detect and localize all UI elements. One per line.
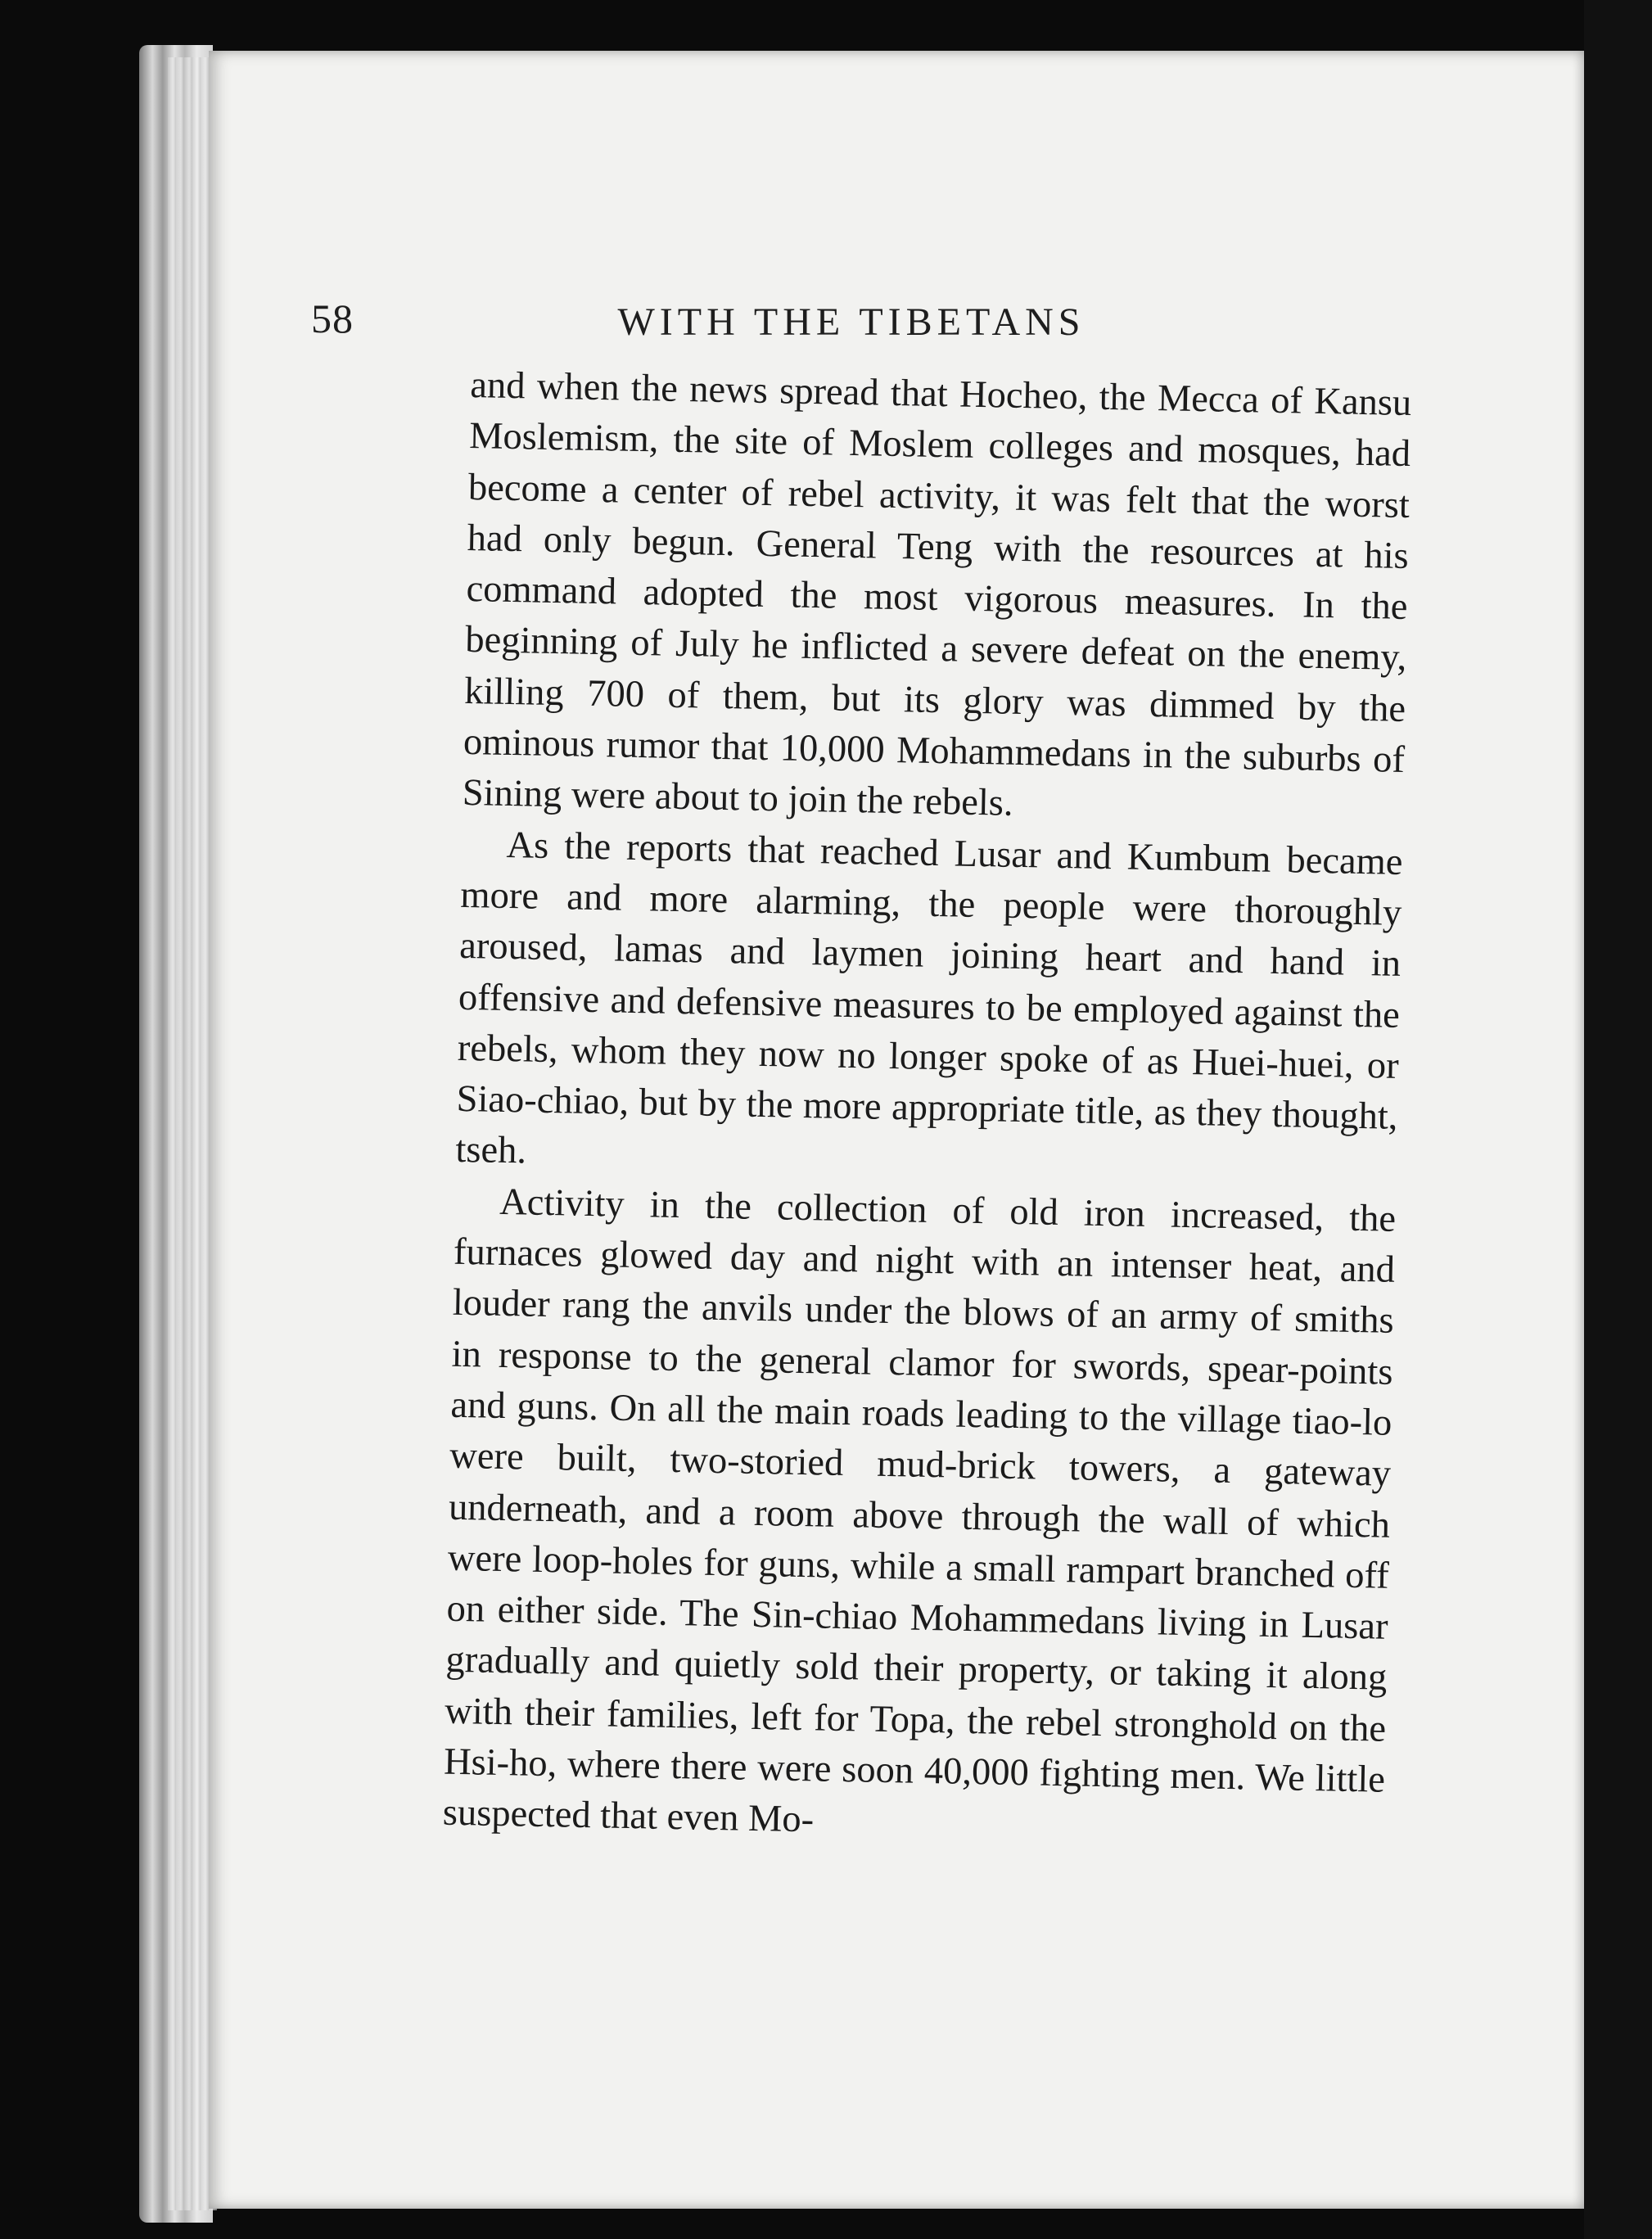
page-number: 58: [311, 296, 354, 341]
paragraph-2: As the reports that reached Lusar and Kumbum became more and more alarming, the people were thoroughly aroused, lamas and laymen joining heart and hand in offensive and defensive measures to be employed against the rebels, whom they now no longer spoke of as Huei-huei, or Siao-chiao, but by the more appropriate title, as they thought, tseh.: [454, 824, 1403, 1172]
paragraph-3: Activity in the collection of old iron increased, the furnaces glowed day and night with an intenser heat, and louder rang the anvils under the blows of an army of smiths in response to the general clamor for swords, spear-points and guns. On all the main roads leading to the village tiao-lo were built, two-storied mud-brick towers, a gateway underneath, and a room above through the wall of which were loop-holes for guns, while a small rampart branched off on either side. The Sin-chiao Mohammedans living in Lusar gradually and quietly sold their property, or taking it along with their families, left for Topa, the rebel stronghold on the Hsi-ho, where there were soon 40,000 fighting men. We little suspected that even Mo-: [442, 1180, 1397, 1841]
running-title: WITH THE TIBETANS: [617, 300, 1086, 344]
scan-background-right: [1584, 0, 1652, 2239]
paragraph-1: and when the news spread that Hocheo, the Mecca of Kansu Moslemism, the site of Moslem colleges and mosques, had become a center of rebel activity, it was felt that the worst had only begun. General Teng with the resources at his command adopted the most vigorous measures. In the beginning of July he inflicted a severe defeat on the enemy, killing 700 of them, but its glory was dimmed by the ominous rumor that 10,000 Mohammedans in the suburbs of Sining were about to join the rebels.: [462, 363, 1412, 825]
body-text: [442, 360, 1411, 1857]
page-header: [311, 295, 1392, 352]
